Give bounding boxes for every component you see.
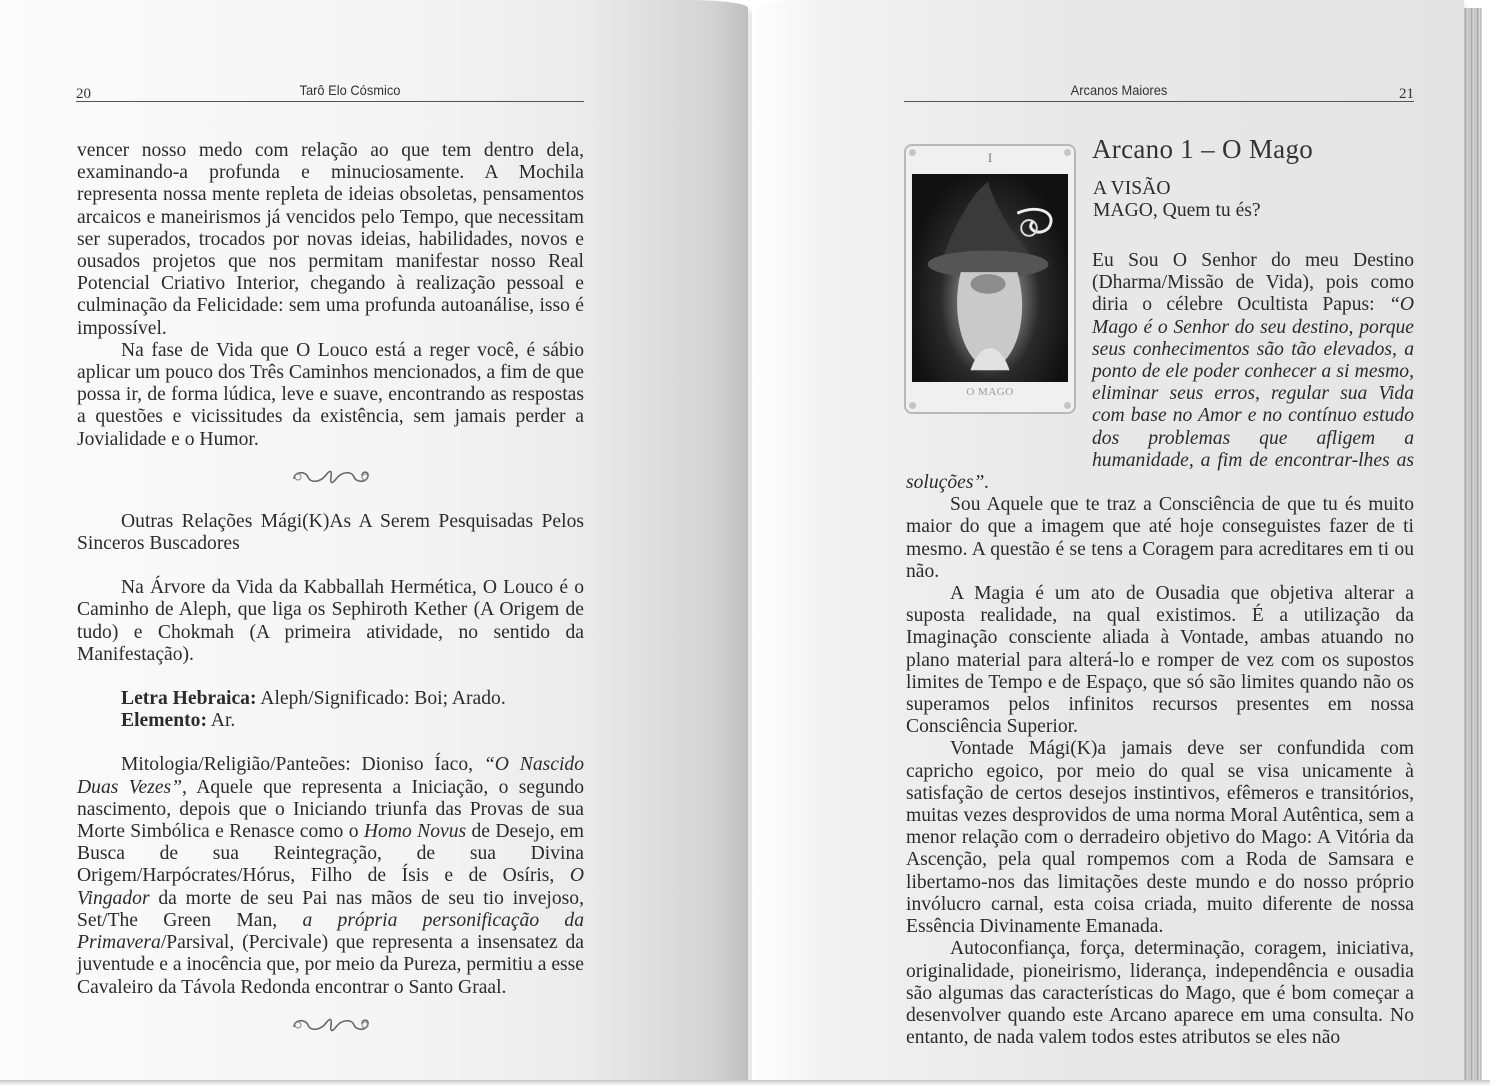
- paragraph: Vontade Mági(K)a jamais deve ser confundida com capricho egoico, por meio do qual se visa unicamente à satisfação de certos desejos instintivos, efêmeros e transitórios, muitas vezes desprovidos de uma norma Moral Autêntica, sem a menor relação com o derradeiro objetivo do Mago: A Vitória da Ascenção, pela qual rompemos com a Roda de Samsara e libertamo-nos das limitações deste mundo e do nosso próprio invólucro carnal, esta coisa criada, muito diferente de nossa Essência Divinamente Emanada.: [906, 738, 1414, 938]
- card-name: O MAGO: [966, 386, 1014, 398]
- italic-span: Homo Novus: [363, 821, 467, 843]
- left-body-text: [77, 140, 584, 1051]
- book-shadow: [0, 1080, 1490, 1086]
- page-edges: [1464, 8, 1482, 1082]
- text-span: de Desejo, em Busca de sua Reintegração, de sua Divina Origem/Harpócrates/Hórus, Filho de Ísis e de Osíris,: [77, 821, 584, 887]
- subtitle-vision: A VISÃO: [1093, 178, 1171, 199]
- italic-span: “O Nascido Duas Vezes”: [77, 754, 584, 798]
- text-span: /Parsival, (Percivale) que representa a insensatez da juventude e a inocência que, por meio da Pureza, permitiu a esse Cavaleiro da Távola Redonda encontrar o Santo Graal.: [77, 932, 584, 998]
- hebrew-label: Letra Hebraica:: [121, 688, 257, 710]
- paragraph: Na fase de Vida que O Louco está a reger você, é sábio aplicar um pouco dos Três Caminhos mencionados, a fim de que possa ir, de forma lúdica, leve e suave, encontrando as respostas a questões e vicissitudes da existência, sem jamais perder a Jovialidade e o Humor.: [77, 339, 584, 450]
- book-title: Tarô Elo Cósmico: [299, 82, 401, 98]
- element-line: [77, 710, 584, 732]
- subtitle-question: MAGO, Quem tu és?: [1093, 200, 1261, 221]
- papus-quote: “O Mago é o Senhor do seu destino, porque seus conhecimentos são tão elevados, a ponto de ele poder conhecer a si mesmo, eliminar seus erros, regular sua Vida com base no Amor e no contínuo estudo dos problemas que afligem a humanidade, a fim de encontrar-lhes as soluções”.: [906, 294, 1414, 494]
- italic-span: O Vingador: [77, 865, 584, 909]
- paragraph: A Magia é um ato de Ousadia que objetiva alterar a suposta realidade, na qual existimos. É a utilização da Imaginação consciente aliada à Vontade, ambas atuando no plano material para alterá-lo e romper de vez com os supostos limites de Tempo e de Espaço, que só são limites quando não os superamos pelos infinitos recursos presentes em nossa Consciência Superior.: [906, 583, 1414, 738]
- flourish-ornament-icon: [286, 1013, 376, 1037]
- italic-span: a própria personificação da Primavera: [77, 909, 584, 954]
- element-value: Ar.: [206, 710, 236, 732]
- running-head-left: [76, 78, 584, 102]
- right-page: [752, 0, 1464, 1080]
- hebrew-letter-line: [77, 688, 584, 710]
- card-numeral: I: [987, 150, 993, 165]
- left-page: [0, 0, 748, 1080]
- mythology-paragraph: [77, 754, 584, 998]
- text-span: Mitologia/Religião/Panteões: Dioniso Íaco,: [121, 754, 484, 776]
- paragraph: Na Árvore da Vida da Kabballah Hermética, O Louco é o Caminho de Aleph, que liga os Sephiroth Kether (A Origem de tudo) e Chokmah (A primeira atividade, no sentido da Manifestação).: [77, 577, 584, 665]
- paragraph: Sou Aquele que te traz a Consciência de que tu és muito maior do que a imagem que até hoje conseguistes fazer de ti mesmo. A questão é se tens a Coragem para acreditares em ti ou não.: [906, 494, 1414, 582]
- section-heading: Outras Relações Mági(K)As A Serem Pesquisadas Pelos Sinceros Buscadores: [77, 510, 584, 555]
- subtitle-block: [1093, 178, 1261, 222]
- flourish-ornament-icon: [286, 465, 376, 489]
- hebrew-value: Aleph/Significado: Boi; Arado.: [256, 688, 506, 710]
- chapter-title: Arcanos Maiores: [1070, 82, 1168, 98]
- page-number: 20: [76, 86, 91, 102]
- element-label: Elemento:: [121, 710, 207, 732]
- text-span: da morte de seu Pai nas mãos de seu tio invejoso, Set/The Green Man,: [77, 887, 584, 931]
- arcano-title: Arcano 1 – O Mago: [1092, 134, 1314, 164]
- text-span: , Aquele que representa a Iniciação, o segundo nascimento, depois que o Iniciando triunfa das Provas de sua Morte Simbólica e Renasce como o: [77, 776, 585, 843]
- page-number: 21: [1399, 86, 1414, 102]
- right-body-text: [906, 250, 1414, 1049]
- paragraph: Autoconfiança, força, determinação, coragem, iniciativa, originalidade, pioneirismo, liderança, independência e ousadia são algumas das características do Mago, que é bom começar a desenvolver quando este Arcano aparece em uma consulta. No entanto, de nada valem todos estes atributos se eles não: [906, 938, 1414, 1049]
- paragraph: vencer nosso medo com relação ao que tem dentro dela, examinando-a profunda e minuciosamente. A Mochila representa nossa mente repleta de ideias obsoletas, pensamentos arcaicos e maneirismos já vencidos pelo Tempo, que necessitam ser superados, trocados por novas ideias, habilidades, novos e ousados projetos que nos permitam manifestar nosso Real Potencial Criativo Interior, chegando à realização pessoal e culminação da Felicidade: sem uma profunda autoanálise, isso é impossível.: [77, 140, 584, 339]
- image-float-spacer: [906, 250, 1092, 460]
- running-head-right: [904, 78, 1414, 102]
- text-span: Eu Sou O Senhor do meu Destino (Dharma/Missão de Vida), pois como diria o célebre Ocultista Papus:: [1092, 250, 1414, 316]
